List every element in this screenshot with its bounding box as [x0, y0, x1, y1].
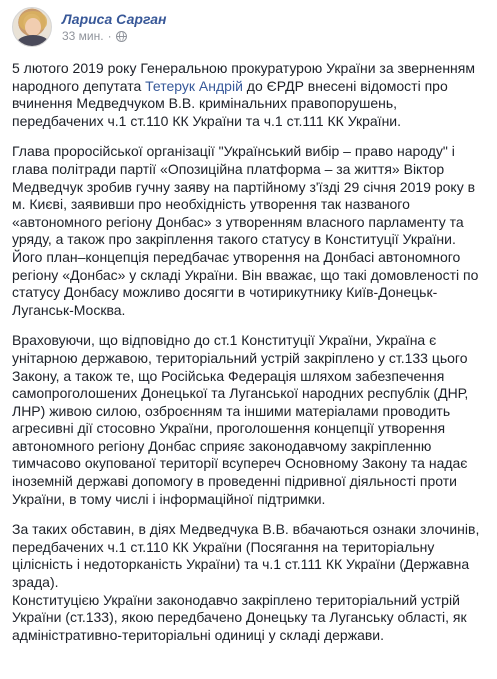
post-timestamp[interactable]: 33 мин. — [62, 29, 104, 43]
post-paragraph-2: Глава проросійської організації "Український вибір – право народу" і глава політради партії «Опозиційна платформа – за життя» Віктор Медведчук зробив гучну заяву на партійному з'їзді 29 січня 2019 року в м. Києві, заявивши про необхідність утворення так названого «автономного регіону Донбас» з утворенням власного парламенту та уряду, а також про закріплення такого статусу в Конституції України. Його план–концепція передбачає утворення на Донбасі автономного регіону «Донбас» у складі України. Він вважає, що такі домовленості по статусу Донбасу можливо досягти в чотирикутнику Київ-Донецьк-Луганськ-Москва. — [12, 143, 479, 318]
tagged-user-link[interactable]: Тетерук Андрій — [145, 77, 243, 94]
post-subline — [62, 28, 166, 44]
paragraph-text: 5 лютого 2019 року Генеральною прокуратурою України за зверненням народного депутата — [12, 60, 475, 94]
post-paragraph-4: За таких обставин, в діях Медведчука В.В. вбачаються ознаки злочинів, передбачених ч.1 ст.110 КК України (Посягання на територіальну цілісність і недоторканість України) та ч.1 ст.111 КК України (Державна зрада). — [12, 521, 480, 591]
post-meta — [62, 10, 166, 44]
avatar-shoulders — [17, 35, 49, 47]
avatar[interactable] — [12, 7, 52, 47]
post-paragraph-3: Враховуючи, що відповідно до ст.1 Конституції України, Україна є унітарною державою, територіальний устрій закріплено у ст.133 цього Закону, а також те, що Російська Федерація шляхом забезпечення самопроголошених Донецької та Луганської народних республік (ДНР, ЛНР) живою силою, озброєнням та іншими матеріалами проводить агресивні дії стосовно України, проголошення концепції утворення автономного регіону Донбас сприяє законодавчому закріпленню тимчасово окупованої території всупереч Основному Закону та надає іноземній державі допомогу в проведенні підривної діяльності проти України, в тому числі і інформаційної підтримки. — [12, 332, 469, 507]
post-body — [12, 60, 484, 657]
globe-icon[interactable] — [116, 31, 127, 42]
paragraph-text: до ЄРДР внесені відомості про вчинення Медведчуком В.В. кримінальних правопорушень, передбачених ч.1 ст.110 КК України та ч.1 ст.111 КК України. — [12, 77, 448, 129]
post-header — [12, 6, 166, 48]
post-paragraph-1 — [12, 60, 484, 130]
avatar-face — [25, 18, 41, 36]
separator-dot: · — [107, 29, 112, 43]
post-paragraph-5: Конституцією України законодавчо закріплено територіальний устрій України (ст.133), якою передбачено Донецьку та Луганську області, як адміністративно-територіальні одиниці у складі держави. — [12, 591, 467, 643]
author-name[interactable]: Лариса Сарган — [62, 11, 167, 27]
